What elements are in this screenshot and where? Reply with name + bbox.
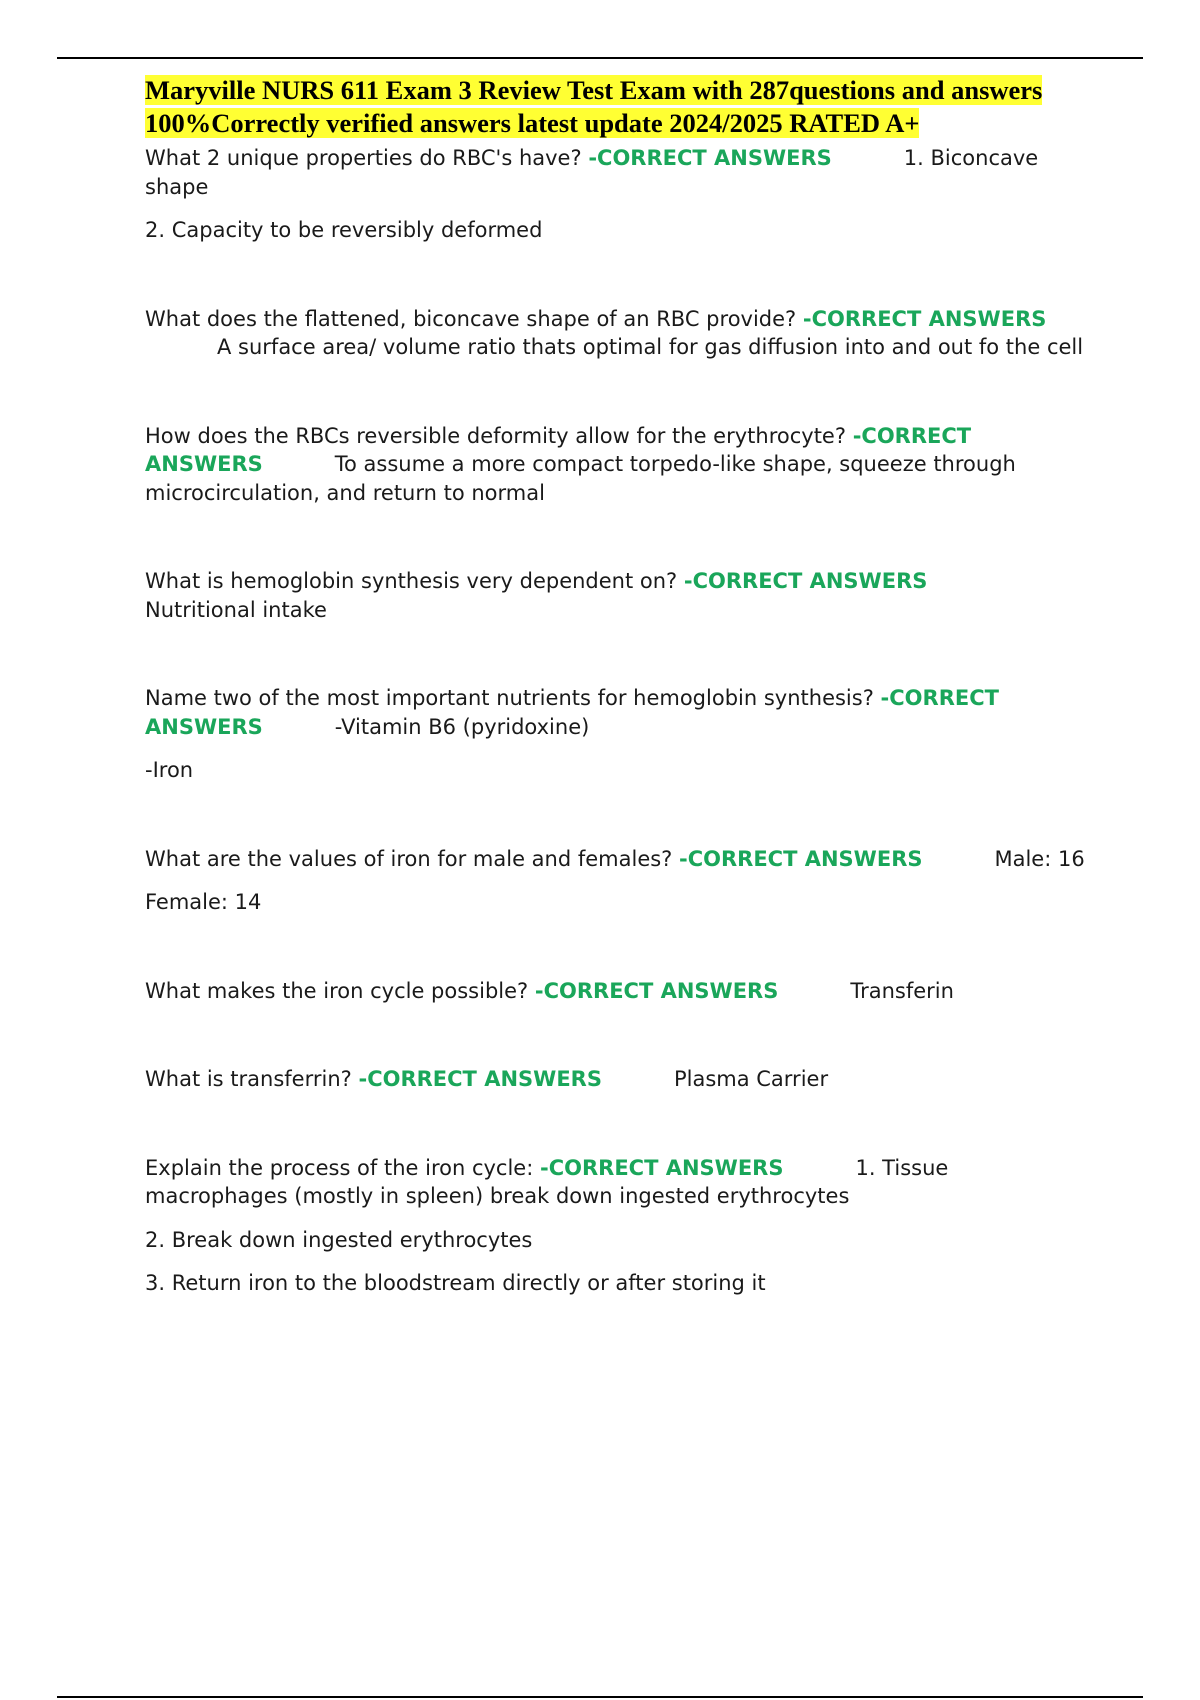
question-text: What is transferrin? [145,1067,352,1091]
correct-answers-marker: -CORRECT ANSWERS [802,306,1047,331]
document-title-text: Maryville NURS 611 Exam 3 Review Test Exam with 287questions and answers 100%Correctly verified answers latest update 2024/2025 RATED A+ [145,75,1043,138]
correct-answers-marker: -CORRECT ANSWERS [534,978,779,1003]
answer-text: Male: 16 [994,846,1085,871]
answer-text: Plasma Carrier [673,1067,829,1091]
qa-item [145,845,1095,917]
answer-text: 2. Break down ingested erythrocytes [145,1227,533,1252]
correct-answers-marker: -CORRECT ANSWERS [145,423,972,476]
correct-answers-marker: -CORRECT ANSWERS [540,1155,784,1180]
answer-text: -Iron [145,758,194,782]
document-body [145,74,1095,1298]
answer-text: A surface area/ volume ratio thats optimal for gas diffusion into and out fo the cell [217,335,1084,359]
qa-item [145,144,1095,245]
question-text: What makes the iron cycle possible? [145,978,529,1003]
question-text: Name two of the most important nutrients for hemoglobin synthesis? [145,686,874,710]
answer-text: 1. Biconcave shape [145,146,1039,199]
qa-item [145,305,1095,362]
question-text: What does the flattened, biconcave shape of an RBC provide? [145,306,797,331]
question-text: Explain the process of the iron cycle: [145,1155,534,1180]
question-text: What are the values of iron for male and females? [145,846,673,871]
qa-item [145,977,1095,1006]
answer-text: Female: 14 [145,890,262,914]
document-title [145,74,1095,140]
top-rule [57,57,1143,59]
qa-item [145,1154,1095,1298]
correct-answers-marker: -CORRECT ANSWERS [145,686,999,739]
answer-text: Transferin [850,978,954,1003]
correct-answers-marker: -CORRECT ANSWERS [683,569,928,593]
correct-answers-marker: -CORRECT ANSWERS [679,846,923,871]
question-text: How does the RBCs reversible deformity allow for the erythrocyte? [145,423,846,448]
answer-text: -Vitamin B6 (pyridoxine) [334,714,590,739]
answer-text: 1. Tissue macrophages (mostly in spleen) break down ingested erythrocytes [145,1155,949,1208]
answer-text: To assume a more compact torpedo-like shape, squeeze through microcirculation, and return to normal [145,452,1016,505]
correct-answers-marker: -CORRECT ANSWERS [358,1067,602,1091]
question-text: What 2 unique properties do RBC's have? [145,146,582,170]
qa-item [145,1065,1095,1094]
answer-text: Nutritional intake [145,597,327,622]
answer-text: 3. Return iron to the bloodstream directly or after storing it [145,1271,766,1295]
qa-item [145,567,1095,624]
bottom-rule [57,1696,1143,1698]
qa-item [145,684,1095,785]
question-text: What is hemoglobin synthesis very dependent on? [145,569,678,593]
correct-answers-marker: -CORRECT ANSWERS [588,146,832,170]
qa-item [145,422,1095,508]
answer-text: 2. Capacity to be reversibly deformed [145,218,543,242]
